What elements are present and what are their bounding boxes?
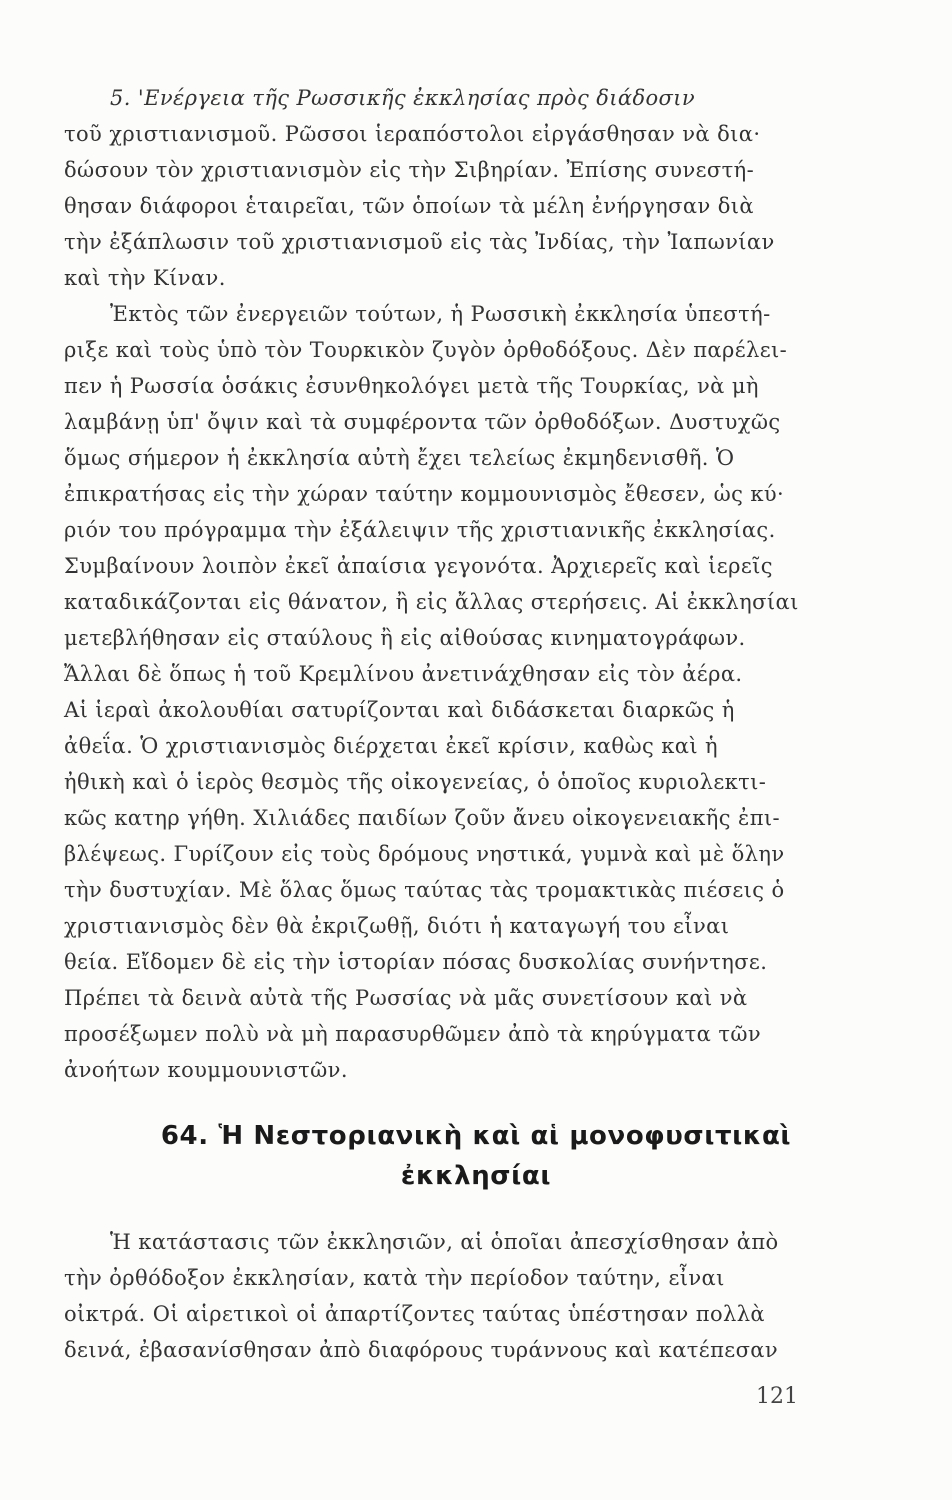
text-line: τοῦ χριστιανισμοῦ. Ρῶσσοι ἱεραπόστολοι εἰργάσθησαν νὰ δια· (64, 122, 761, 146)
section-64-heading: 64. Ἡ Νεστοριανικὴ καὶ αἱ μονοφυσιτικαὶ (160, 1121, 792, 1151)
text-line: ἀνοήτων κουμμουνιστῶν. (64, 1058, 348, 1082)
text-line: Συμβαίνουν λοιπὸν ἐκεῖ ἀπαίσια γεγονότα. Ἀρχιερεῖς καὶ ἱερεῖς (64, 554, 773, 578)
text-line: θεία. Εἴδομεν δὲ εἰς τὴν ἱστορίαν πόσας δυσκολίας συνήντησε. (64, 950, 768, 974)
text-line: ὅμως σήμερον ἡ ἐκκλησία αὐτὴ ἔχει τελείως ἐκμηδενισθῆ. Ὁ (64, 446, 735, 470)
text-line: οἰκτρά. Οἱ αἱρετικοὶ οἱ ἀπαρτίζοντες ταύτας ὑπέστησαν πολλὰ (64, 1302, 766, 1326)
text-line: δεινά, ἐβασανίσθησαν ἀπὸ διαφόρους τυράννους καὶ κατέπεσαν (64, 1338, 779, 1362)
text-line: χριστιανισμὸς δὲν θὰ ἐκριζωθῇ, διότι ἡ καταγωγή του εἶναι (64, 914, 730, 938)
text-line: Ἐκτὸς τῶν ἐνεργειῶν τούτων, ἡ Ρωσσικὴ ἐκκλησία ὑπεστή- (110, 302, 771, 326)
text-line: μετεβλήθησαν εἰς σταύλους ἢ εἰς αἰθούσας κινηματογράφων. (64, 626, 746, 650)
text-line: λαμβάνῃ ὑπ' ὄψιν καὶ τὰ συμφέροντα τῶν ὀρθοδόξων. Δυστυχῶς (64, 410, 781, 434)
text-line: πεν ἡ Ρωσσία ὁσάκις ἐσυνθηκολόγει μετὰ τῆς Τουρκίας, νὰ μὴ (64, 374, 759, 398)
text-line: ἀθεΐα. Ὁ χριστιανισμὸς διέρχεται ἐκεῖ κρίσιν, καθὼς καὶ ἡ (64, 734, 719, 758)
text-line: τὴν δυστυχίαν. Μὲ ὅλας ὅμως ταύτας τὰς τρομακτικὰς πιέσεις ὁ (64, 878, 785, 902)
section-64-heading-cont: ἐκκλησίαι (400, 1161, 552, 1191)
text-line: βλέψεως. Γυρίζουν εἰς τοὺς δρόμους νηστικά, γυμνὰ καὶ μὲ ὅλην (64, 842, 785, 866)
text-line: ἐπικρατήσας εἰς τὴν χώραν ταύτην κομμουνισμὸς ἔθεσεν, ὡς κύ· (64, 482, 785, 506)
text-line: τὴν ἐξάπλωσιν τοῦ χριστιανισμοῦ εἰς τὰς Ἰνδίας, τὴν Ἰαπωνίαν (64, 230, 775, 254)
page-number: 121 (756, 1384, 798, 1409)
text-line: τὴν ὀρθόδοξον ἐκκλησίαν, κατὰ τὴν περίοδον ταύτην, εἶναι (64, 1266, 725, 1290)
text-line: δώσουν τὸν χριστιανισμὸν εἰς τὴν Σιβηρίαν. Ἐπίσης συνεστή- (64, 158, 755, 182)
text-line: κῶς κατηρ γήθη. Χιλιάδες παιδίων ζοῦν ἄνευ οἰκογενειακῆς ἐπι- (64, 806, 781, 830)
text-line: θησαν διάφοροι ἑταιρεῖαι, τῶν ὁποίων τὰ μέλη ἐνήργησαν διὰ (64, 194, 754, 218)
text-line: Ἄλλαι δὲ ὅπως ἡ τοῦ Κρεμλίνου ἀνετινάχθησαν εἰς τὸν ἀέρα. (64, 662, 743, 686)
text-line: ριόν του πρόγραμμα τὴν ἐξάλειψιν τῆς χριστιανικῆς ἐκκλησίας. (64, 518, 776, 542)
text-line: Αἱ ἱεραὶ ἀκολουθίαι σατυρίζονται καὶ διδάσκεται διαρκῶς ἡ (64, 698, 735, 722)
text-line: καὶ τὴν Κίναν. (64, 266, 226, 290)
text-line: Πρέπει τὰ δεινὰ αὐτὰ τῆς Ρωσσίας νὰ μᾶς συνετίσουν καὶ νὰ (64, 986, 748, 1010)
text-line: ριξε καὶ τοὺς ὑπὸ τὸν Τουρκικὸν ζυγὸν ὀρθοδόξους. Δὲν παρέλει- (64, 338, 788, 362)
text-line: προσέξωμεν πολὺ νὰ μὴ παρασυρθῶμεν ἀπὸ τὰ κηρύγματα τῶν (64, 1022, 762, 1046)
text-line: καταδικάζονται εἰς θάνατον, ἢ εἰς ἄλλας στερήσεις. Αἱ ἐκκλησίαι (64, 590, 799, 614)
text-line: 5. 'Ενέργεια τῆς Ρωσσικῆς ἐκκλησίας πρὸς διάδοσιν (110, 86, 696, 110)
text-line: Ἡ κατάστασις τῶν ἐκκλησιῶν, αἱ ὁποῖαι ἀπεσχίσθησαν ἀπὸ (110, 1230, 779, 1254)
text-line: ἠθικὴ καὶ ὁ ἱερὸς θεσμὸς τῆς οἰκογενείας, ὁ ὁποῖος κυριολεκτι- (64, 770, 767, 794)
